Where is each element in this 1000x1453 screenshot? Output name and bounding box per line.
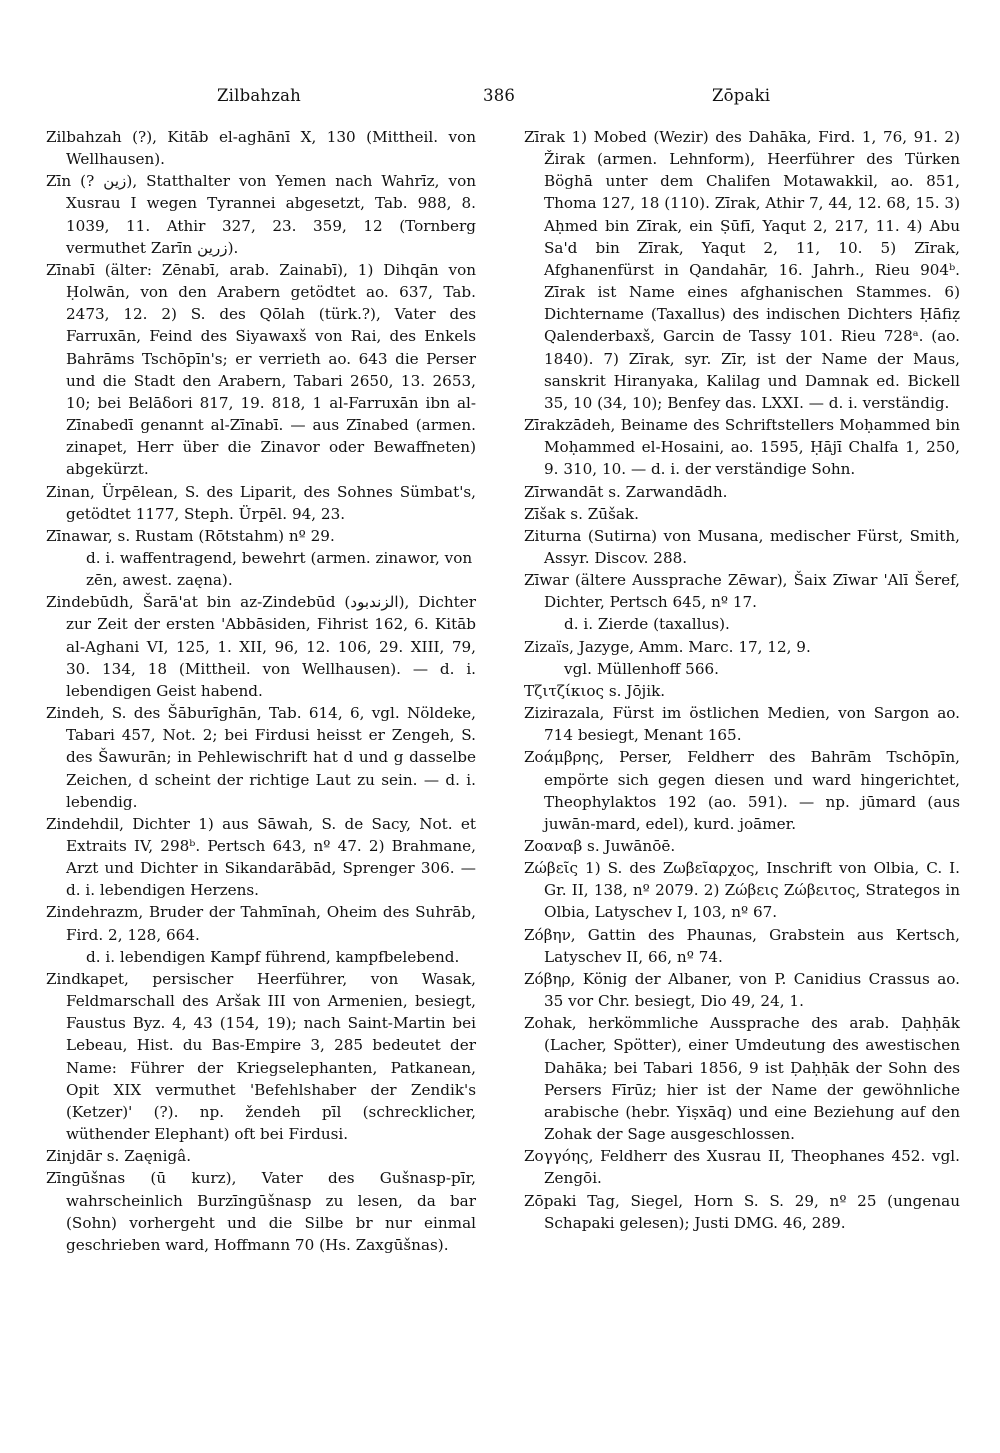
entry: Ζόβην, Gattin des Phaunas, Grabstein aus Kertsch, Latyschev II, 66, nº 74.	[524, 925, 960, 966]
entry: Zīnabī (älter: Zēnabī, arab. Zainabī), 1) Dihqān von Ḥolwān, von den Arabern getödtet ao. 637, Tab. 2473, 12. 2) S. des Qōlah (türk.?), Vater des Farruxān, Feind des Siyawaxš von Rai, des Enkels Bahrāms Tschōpīn's; er verrieth ao. 643 die Perser und die Stadt den Arabern, Tabari 2650, 13. 2653, 10; bei Belāδori 817, 19. 818, 1 al-Farruxān ibn al-Zīnabedī genannt al-Zīnabī. — aus Zīnabed (armen. zinapet, Herr über die Zinavor oder Bewaffneten) abgekürzt.	[46, 260, 476, 479]
running-head-left: Zilbahzah	[217, 86, 302, 105]
entry: Zīrwandāt s. Zarwandādh.	[524, 482, 728, 501]
entry: Zindkapet, persischer Heerführer, von Wasak, Feldmarschall des Aršak III von Armenien, besiegt, Faustus Byz. 4, 43 (154, 19); nach Saint-Martin bei Lebeau, Hist. du Bas-Empire 3, 285 bedeutet der Name: Führer der Kriegselephanten, Patkanean, Opit XIX vermuthet 'Befehlshaber der Zendik's (Ketzer)' (?). np. žendeh pīl (schrecklicher, wüthender Elephant) oft bei Firdusi.	[46, 969, 476, 1144]
entry: Zīwar (ältere Aussprache Zēwar), Šaix Zīwar 'Alī Šeref, Dichter, Pertsch 645, nº 17.	[524, 571, 960, 612]
entry: Zizirazala, Fürst im östlichen Medien, von Sargon ao. 714 besiegt, Menant 165.	[524, 704, 960, 745]
entry: Ζώβεῖς 1) S. des Ζωβεῖαρχος, Inschrift von Olbia, C. I. Gr. II, 138, nº 2079. 2) Ζώβεις Ζώβειτος, Strategos in Olbia, Latyschev I, 103, nº 67.	[524, 859, 960, 922]
entry: Zīnawar, s. Rustam (Rōtstahm) nº 29.	[46, 526, 335, 545]
entry: Zohak, herkömmliche Aussprache des arab. Ḍaḥḥāk (Lacher, Spötter), einer Umdeutung des awestischen Dahāka; bei Tabari 1856, 9 ist Ḍaḥḥāk der Sohn des Persers Fīrūz; hier ist der Name der gewöhnliche arabische (hebr. Yiṣxāq) und eine Beziehung auf den Zohak der Sage ausgeschlossen.	[524, 1014, 960, 1144]
running-head-right: Zōpaki	[712, 86, 771, 105]
entry: Zīngūšnas (ū kurz), Vater des Gušnasp-pīr, wahrscheinlich Burzīngūšnasp zu lesen, da bar (Sohn) vorhergeht und die Silbe br nur einmal geschrieben ward, Hoffmann 70 (Hs. Zaxgūšnas).	[46, 1169, 476, 1254]
entry: Zīrak 1) Mobed (Wezir) des Dahāka, Fird. 1, 76, 91. 2) Žirak (armen. Lehnform), Heerführer des Türken Böghā unter dem Chalifen Motawakkil, ao. 851, Thoma 127, 18 (110). Zīrak, Athir 7, 44, 12. 68, 15. 3) Aḥmed bin Zīrak, ein Ṣūfī, Yaqut 2, 217, 11. 4) Abu Sa'd bin Zīrak, Yaqut 2, 11, 10. 5) Zīrak, Afghanenfürst in Qandahār, 16. Jahrh., Rieu 904ᵇ. Zīrak ist Name eines afghanischen Stammes. 6) Dichtername (Taxallus) des indischen Dichters Ḥāfiẓ Qalenderbaxš, Garcin de Tassy 101. Rieu 728ᵃ. (ao. 1840). 7) Zīrak, syr. Zīr, ist der Name der Maus, sanskrit Hiranyaka, Kalilag und Damnak ed. Bickell 35, 10 (34, 10); Benfey das. LXXI. — d. i. verständig.	[524, 128, 960, 412]
entry: Ζοάμβρης, Perser, Feldherr des Bahrām Tschōpīn, empörte sich gegen diesen und ward hingerichtet, Theophylaktos 192 (ao. 591). — np. jūmard (aus juwān-mard, edel), kurd. joāmer.	[524, 748, 960, 833]
entry: Zindeh, S. des Šāburīghān, Tab. 614, 6, vgl. Nöldeke, Tabari 457, Not. 2; bei Firdusi heisst er Zengeh, S. des Šawurān; in Pehlewischrift hat d und g dasselbe Zeichen, d scheint der richtige Laut zu sein. — d. i. lebendig.	[46, 704, 476, 811]
entry: Zindehdil, Dichter 1) aus Sāwah, S. de Sacy, Not. et Extraits IV, 298ᵇ. Pertsch 643, nº 47. 2) Brahmane, Arzt und Dichter in Sikandarābād, Sprenger 306. — d. i. lebendigen Herzens.	[46, 814, 476, 900]
entry: Zizaïs, Jazyge, Amm. Marc. 17, 12, 9.	[524, 637, 811, 656]
entry: Zīn (? زين), Statthalter von Yemen nach Wahrīz, von Xusrau I wegen Tyrannei abgesetzt, Tab. 988, 8. 1039, 11. Athir 327, 23. 359, 12 (Tornberg vermuthet Zarīn زرين).	[46, 172, 476, 257]
entry: Zīšak s. Zūšak.	[524, 504, 639, 523]
entry: Zindehrazm, Bruder der Tahmīnah, Oheim des Suhrāb, Fird. 2, 128, 664.	[46, 903, 476, 944]
entry: Zōpaki Tag, Siegel, Horn S. S. 29, nº 25 (ungenau Schapaki gelesen); Justi DMG. 46, 289.	[524, 1191, 960, 1232]
entry-gloss: d. i. Zierde (taxallus).	[564, 615, 730, 634]
entry: Ζογγόης, Feldherr des Xusrau II, Theophanes 452. vgl. Zengōi.	[524, 1147, 960, 1188]
entry: Zindebūdh, Šarā'at bin az-Zindebūd (الزندبود), Dichter zur Zeit der ersten 'Abbāsiden, Fihrist 162, 6. Kitāb al-Aghani VI, 125, 1. XII, 96, 12. 106, 29. XIII, 79, 30. 134, 18 (Mittheil. von Wellhausen). — d. i. lebendigen Geist habend.	[46, 593, 476, 700]
entry-gloss: vgl. Müllenhoff 566.	[564, 659, 719, 678]
entry: Ζοαναβ s. Juwānōē.	[524, 837, 676, 855]
entry: Ζόβηρ, König der Albaner, von P. Canidius Crassus ao. 35 vor Chr. besiegt, Dio 49, 24, 1.	[524, 969, 960, 1011]
entry: Zilbahzah (?), Kitāb el-aghānī X, 130 (Mittheil. von Wellhausen).	[46, 128, 476, 169]
entry: Zīrakzādeh, Beiname des Schriftstellers Moḥammed bin Moḥammed el-Hosaini, ao. 1595, Ḥājī Chalfa 1, 250, 9. 310, 10. — d. i. der verständige Sohn.	[524, 416, 960, 479]
entry-gloss: d. i. waffentragend, bewehrt (armen. zinawor, von zēn, awest. zaęna).	[86, 548, 473, 590]
right-column	[524, 126, 960, 1234]
entry-gloss: d. i. lebendigen Kampf führend, kampfbelebend.	[86, 947, 460, 966]
entry: Ziturna (Sutirna) von Musana, medischer Fürst, Smith, Assyr. Discov. 288.	[524, 526, 960, 567]
left-column	[46, 126, 476, 1256]
entry: Zinan, Ürpēlean, S. des Liparit, des Sohnes Sümbat's, getödtet 1177, Steph. Ürpēl. 94, 23.	[46, 482, 476, 523]
page-number: 386	[483, 86, 516, 105]
entry: Τζιτζίκιος s. Jōjik.	[524, 681, 666, 700]
entry: Zinjdār s. Zaęnigâ.	[46, 1147, 192, 1166]
